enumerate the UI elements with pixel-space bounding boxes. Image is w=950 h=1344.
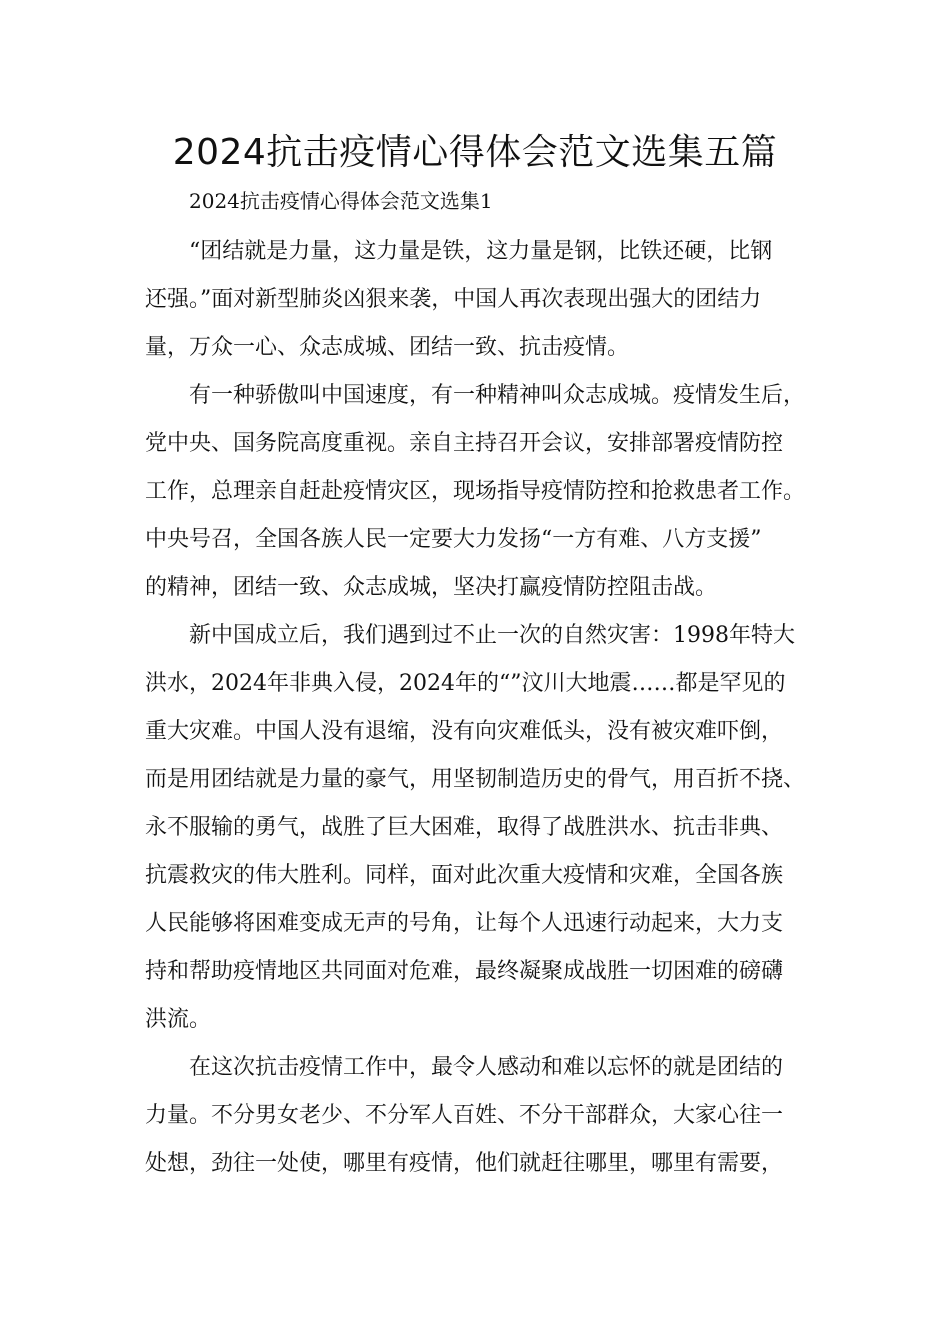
paragraph-line: 人民能够将困难变成无声的号角，让每个人迅速行动起来，大力支 <box>145 911 784 936</box>
paragraph-line: “团结就是力量，这力量是铁，这力量是钢，比铁还硬，比钢 <box>189 239 773 264</box>
paragraph-3 <box>145 612 835 1044</box>
paragraph-2 <box>145 372 835 612</box>
paragraph-4 <box>145 1044 835 1188</box>
document-subtitle: 2024抗击疫情心得体会范文选集1 <box>189 189 493 213</box>
paragraph-line: 处想，劲往一处使，哪里有疫情，他们就赶往哪里，哪里有需要， <box>145 1151 784 1176</box>
paragraph-line: 永不服输的勇气，战胜了巨大困难，取得了战胜洪水、抗击非典、 <box>145 815 784 840</box>
paragraph-line: 量，万众一心、众志成城、团结一致、抗击疫情。 <box>145 335 630 360</box>
paragraph-line: 工作，总理亲自赶赴疫情灾区，现场指导疫情防控和抢救患者工作。 <box>145 479 806 504</box>
paragraph-line: 力量。不分男女老少、不分军人百姓、不分干部群众，大家心往一 <box>145 1103 784 1128</box>
paragraph-line: 有一种骄傲叫中国速度，有一种精神叫众志成城。疫情发生后， <box>189 383 806 408</box>
paragraph-line: 而是用团结就是力量的豪气，用坚韧制造历史的骨气，用百折不挠、 <box>145 767 806 792</box>
document-title: 2024抗击疫情心得体会范文选集五篇 <box>172 132 778 173</box>
paragraph-line: 洪流。 <box>145 1007 212 1032</box>
paragraph-line: 新中国成立后，我们遇到过不止一次的自然灾害：1998年特大 <box>189 623 795 648</box>
paragraph-line: 在这次抗击疫情工作中，最令人感动和难以忘怀的就是团结的 <box>189 1055 784 1080</box>
paragraph-line: 抗震救灾的伟大胜利。同样，面对此次重大疫情和灾难，全国各族 <box>145 863 784 888</box>
paragraph-line: 中央号召，全国各族人民一定要大力发扬“一方有难、八方支援” <box>145 527 762 552</box>
document-body <box>145 228 835 1188</box>
paragraph-line: 的精神，团结一致、众志成城，坚决打赢疫情防控阻击战。 <box>145 575 718 600</box>
paragraph-line: 党中央、国务院高度重视。亲自主持召开会议，安排部署疫情防控 <box>145 431 784 456</box>
paragraph-1 <box>145 228 835 372</box>
paragraph-line: 洪水，2024年非典入侵，2024年的“”汶川大地震……都是罕见的 <box>145 671 786 696</box>
paragraph-line: 持和帮助疫情地区共同面对危难，最终凝聚成战胜一切困难的磅礴 <box>145 959 784 984</box>
paragraph-line: 还强。”面对新型肺炎凶狠来袭，中国人再次表现出强大的团结力 <box>145 287 762 312</box>
paragraph-line: 重大灾难。中国人没有退缩，没有向灾难低头，没有被灾难吓倒， <box>145 719 784 744</box>
